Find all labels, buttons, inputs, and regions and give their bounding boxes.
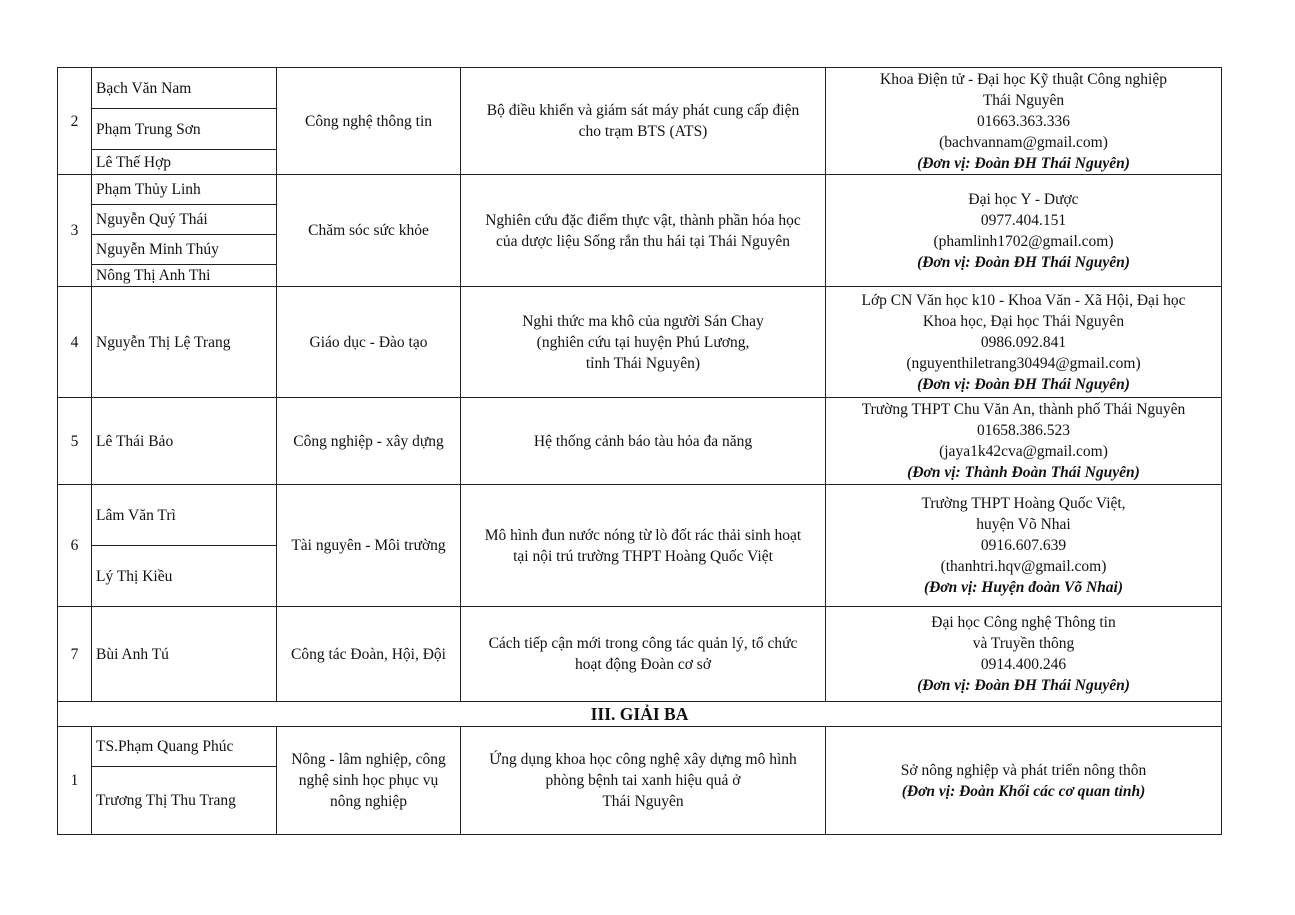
- unit-cell: Khoa Điện tử - Đại học Kỹ thuật Công nghiệp Thái Nguyên 01663.363.336 (bachvannam@gmail.com) (Đơn vị: Đoàn ĐH Thái Nguyên): [826, 68, 1222, 175]
- field-cell: Giáo dục - Đào tạo: [277, 287, 461, 398]
- member-name: Lê Thái Bảo: [92, 398, 277, 485]
- member-name: Phạm Thủy Linh: [92, 175, 277, 205]
- unit-org: (Đơn vị: Đoàn ĐH Thái Nguyên): [917, 677, 1130, 694]
- section-heading: III. GIẢI BA: [58, 702, 1222, 727]
- project-title: Hệ thống cảnh báo tàu hỏa đa năng: [461, 398, 826, 485]
- project-title: Bộ điều khiển và giám sát máy phát cung cấp điện cho trạm BTS (ATS): [461, 68, 826, 175]
- member-name: Lý Thị Kiều: [92, 546, 277, 607]
- table-row: [58, 68, 1222, 109]
- project-title: Nghi thức ma khô của người Sán Chay (nghiên cứu tại huyện Phú Lương, tỉnh Thái Nguyên): [461, 287, 826, 398]
- member-name: Nông Thị Anh Thi: [92, 265, 277, 287]
- unit-cell: Trường THPT Chu Văn An, thành phố Thái Nguyên 01658.386.523 (jaya1k42cva@gmail.com) (Đơn vị: Thành Đoàn Thái Nguyên): [826, 398, 1222, 485]
- unit-org: (Đơn vị: Thành Đoàn Thái Nguyên): [907, 464, 1140, 481]
- table-row: [58, 702, 1222, 727]
- member-name: Nguyễn Minh Thúy: [92, 235, 277, 265]
- row-number: 4: [58, 287, 92, 398]
- unit-org: (Đơn vị: Đoàn ĐH Thái Nguyên): [917, 154, 1130, 172]
- project-title: Ứng dụng khoa học công nghệ xây dựng mô hình phòng bệnh tai xanh hiệu quả ở Thái Nguyên: [461, 727, 826, 835]
- member-name: Lê Thế Hợp: [92, 150, 277, 175]
- unit-cell: Trường THPT Hoàng Quốc Việt, huyện Võ Nhai 0916.607.639 (thanhtri.hqv@gmail.com) (Đơn vị: Huyện đoàn Võ Nhai): [826, 485, 1222, 607]
- member-name: Bạch Văn Nam: [92, 68, 277, 109]
- unit-cell: Lớp CN Văn học k10 - Khoa Văn - Xã Hội, Đại học Khoa học, Đại học Thái Nguyên 0986.092.841 (nguyenthiletrang30494@gmail.com) (Đơn vị: Đoàn ĐH Thái Nguyên): [826, 287, 1222, 398]
- field-cell: Công tác Đoàn, Hội, Đội: [277, 607, 461, 702]
- row-number: 3: [58, 175, 92, 287]
- unit-cell: Sở nông nghiệp và phát triển nông thôn (Đơn vị: Đoàn Khối các cơ quan tỉnh): [826, 727, 1222, 835]
- unit-org: (Đơn vị: Đoàn ĐH Thái Nguyên): [917, 375, 1130, 393]
- member-name: TS.Phạm Quang Phúc: [92, 727, 277, 767]
- unit-org: (Đơn vị: Đoàn Khối các cơ quan tỉnh): [901, 782, 1146, 800]
- awards-table: [57, 67, 1222, 835]
- row-number: 1: [58, 727, 92, 835]
- table-row: [58, 287, 1222, 398]
- row-number: 5: [58, 398, 92, 485]
- table-row: [58, 485, 1222, 546]
- project-title: Cách tiếp cận mới trong công tác quản lý, tổ chức hoạt động Đoàn cơ sở: [461, 607, 826, 702]
- table-row: [58, 607, 1222, 702]
- member-name: Nguyễn Thị Lệ Trang: [92, 287, 277, 398]
- table-row: [58, 175, 1222, 205]
- field-cell: Nông - lâm nghiệp, công nghệ sinh học phục vụ nông nghiệp: [277, 727, 461, 835]
- field-cell: Công nghệ thông tin: [277, 68, 461, 175]
- member-name: Bùi Anh Tú: [92, 607, 277, 702]
- field-cell: Tài nguyên - Môi trường: [277, 485, 461, 607]
- member-name: Phạm Trung Sơn: [92, 109, 277, 150]
- project-title: Nghiên cứu đặc điểm thực vật, thành phần hóa học của dược liệu Sống rắn thu hái tại Thái Nguyên: [461, 175, 826, 287]
- table-row: [58, 727, 1222, 767]
- project-title: Mô hình đun nước nóng từ lò đốt rác thải sinh hoạt tại nội trú trường THPT Hoàng Quốc Việt: [461, 485, 826, 607]
- field-cell: Công nghiệp - xây dựng: [277, 398, 461, 485]
- row-number: 2: [58, 68, 92, 175]
- unit-org: (Đơn vị: Huyện đoàn Võ Nhai): [923, 579, 1124, 596]
- unit-org: (Đơn vị: Đoàn ĐH Thái Nguyên): [917, 253, 1130, 271]
- unit-cell: Đại học Công nghệ Thông tin và Truyền thông 0914.400.246 (Đơn vị: Đoàn ĐH Thái Nguyên): [826, 607, 1222, 702]
- member-name: Trương Thị Thu Trang: [92, 767, 277, 835]
- table-row: [58, 398, 1222, 485]
- unit-cell: Đại học Y - Dược 0977.404.151 (phamlinh1702@gmail.com) (Đơn vị: Đoàn ĐH Thái Nguyên): [826, 175, 1222, 287]
- row-number: 7: [58, 607, 92, 702]
- member-name: Lâm Văn Trì: [92, 485, 277, 546]
- field-cell: Chăm sóc sức khỏe: [277, 175, 461, 287]
- member-name: Nguyễn Quý Thái: [92, 205, 277, 235]
- row-number: 6: [58, 485, 92, 607]
